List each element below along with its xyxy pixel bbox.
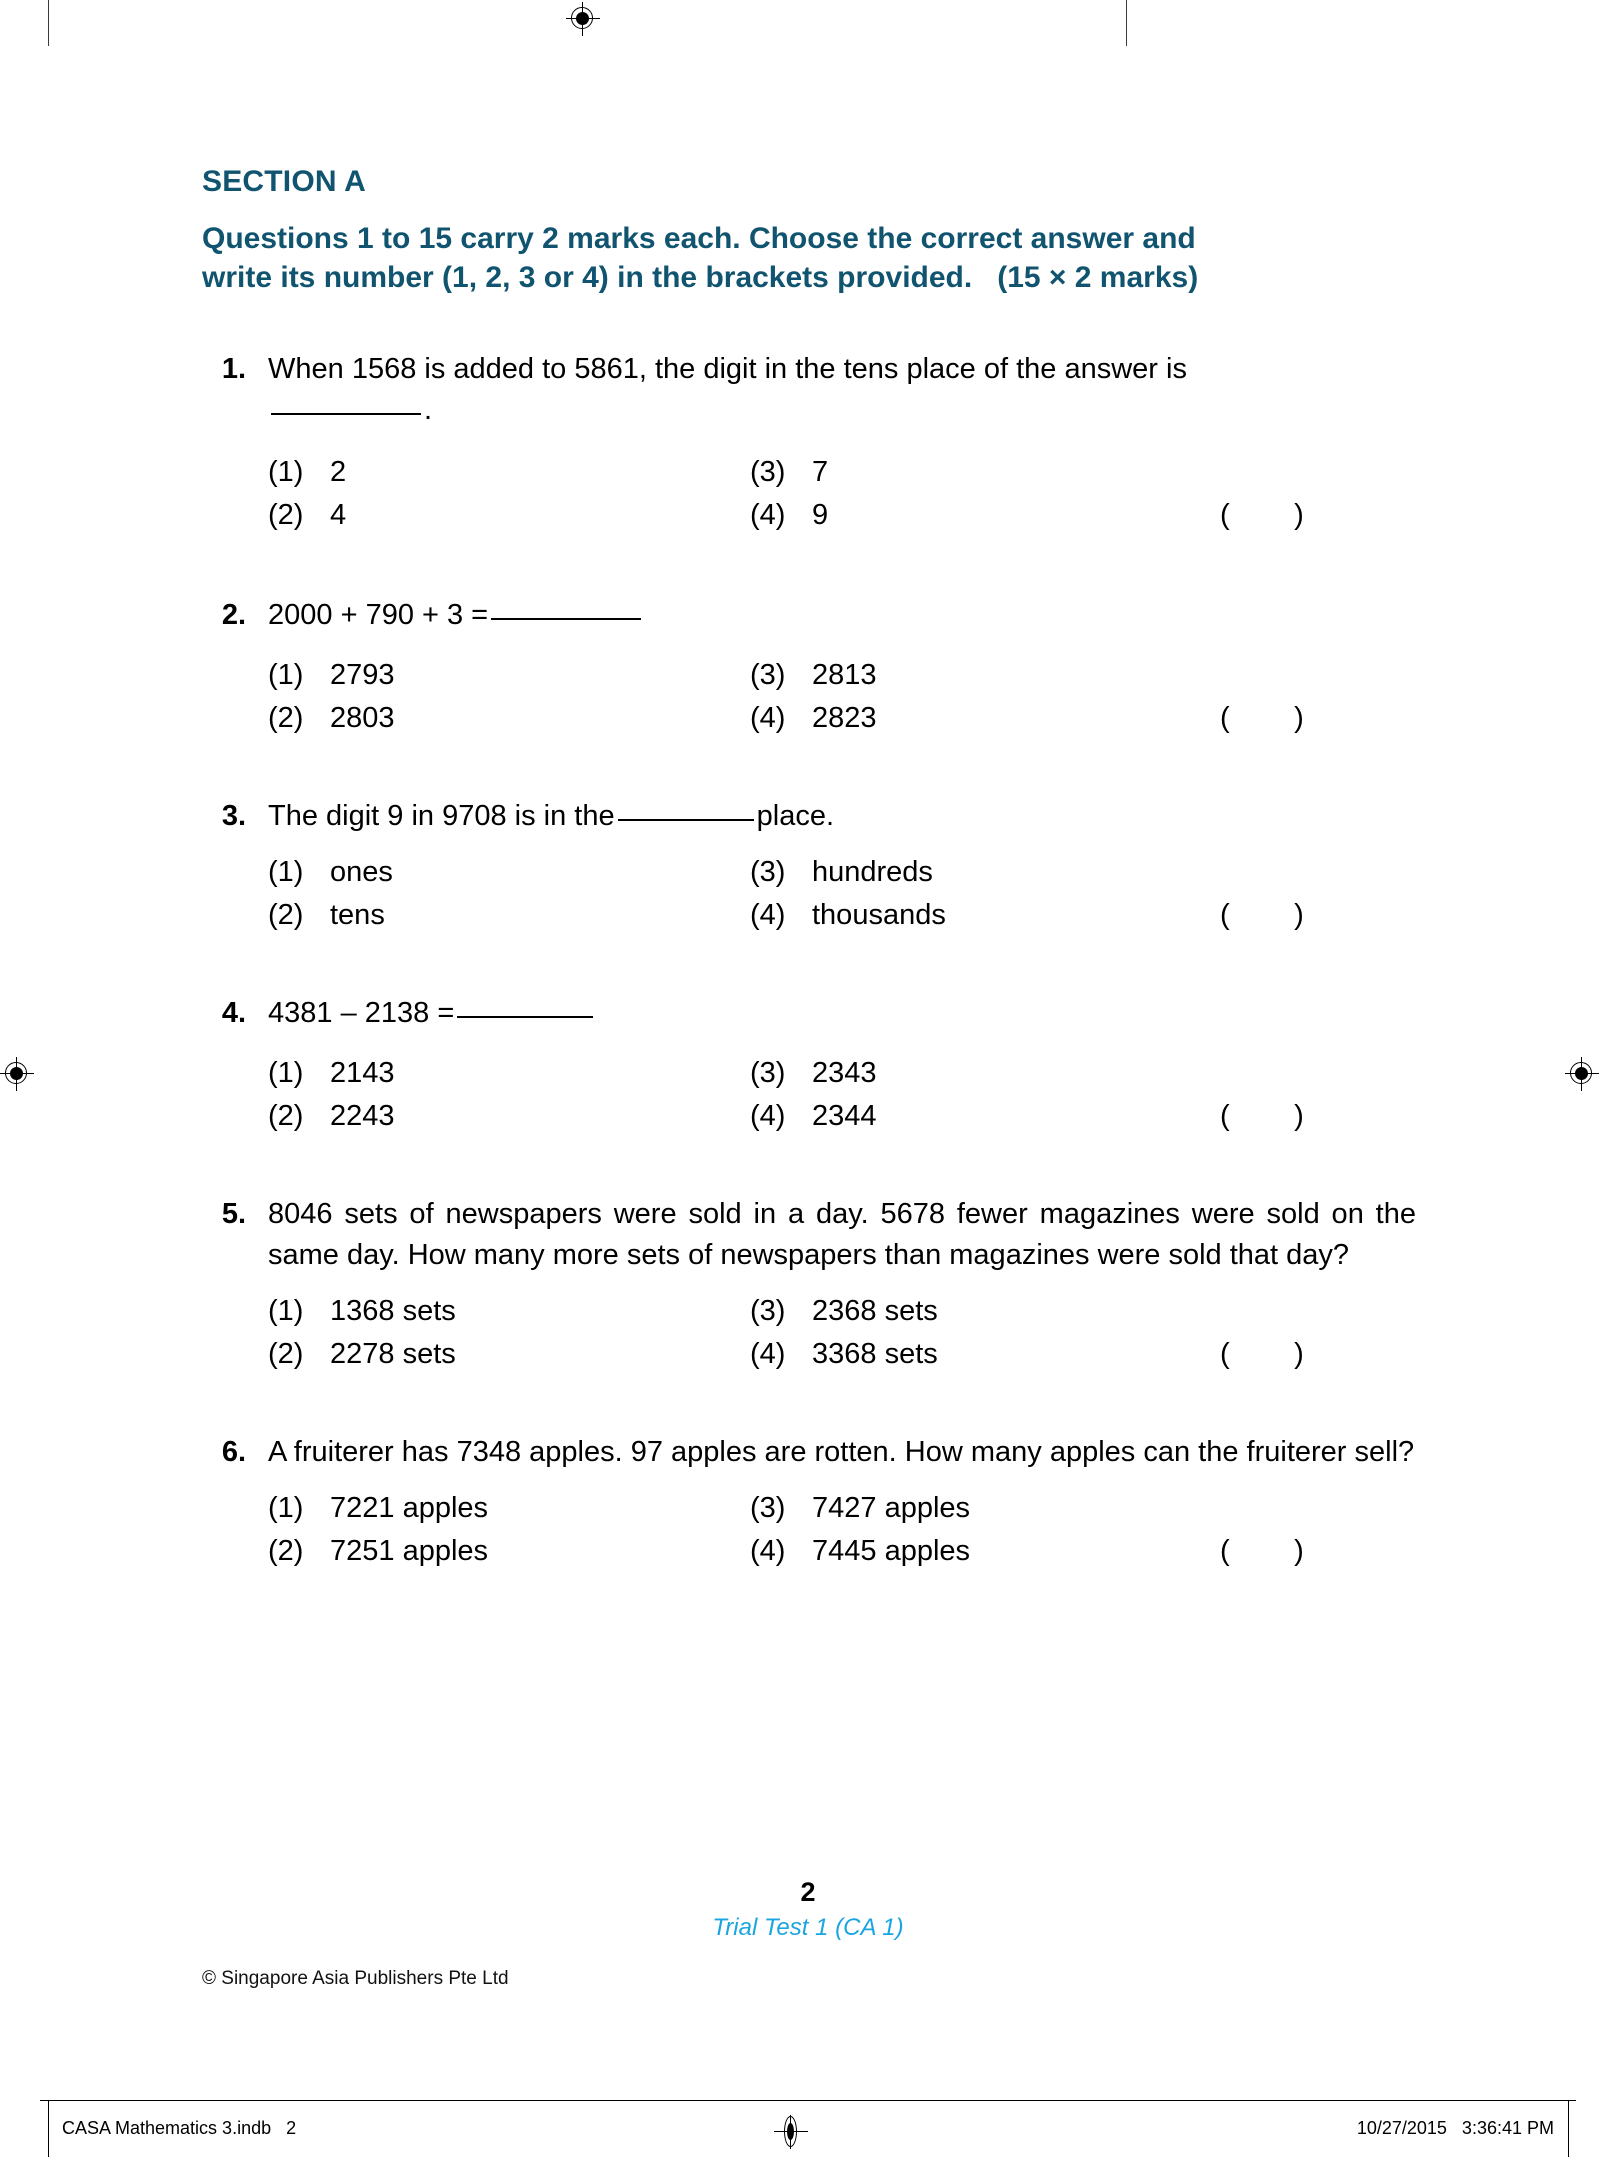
option-3-key: (3) — [750, 456, 786, 489]
option-3-key: (3) — [750, 1295, 786, 1328]
option-1[interactable] — [268, 654, 750, 697]
option-2[interactable] — [268, 1333, 750, 1376]
question-5 — [202, 1194, 1416, 1376]
option-row — [268, 654, 1416, 697]
option-3-value: 2343 — [812, 1057, 877, 1090]
option-1-value: 2793 — [330, 659, 395, 692]
question-1-stem-tail: . — [424, 394, 433, 427]
question-5-text: 8046 sets of newspapers were sold in a day. 5678 fewer magazines were sold on the same day. How many more sets of newspapers than magazines were sold that day? — [268, 1198, 1416, 1272]
crop-mark-top-right-vertical — [1126, 0, 1127, 46]
question-2-stem: 2000 + 790 + 3 = — [268, 599, 489, 632]
question-4-options — [268, 1052, 1416, 1138]
option-2-value: 7251 apples — [330, 1535, 489, 1568]
question-6-options — [268, 1487, 1416, 1573]
instructions-line-1: Questions 1 to 15 carry 2 marks each. Choose the correct answer and — [202, 222, 1196, 255]
registration-mark-left — [0, 1057, 34, 1091]
option-1-key: (1) — [268, 856, 304, 889]
option-2-key: (2) — [268, 499, 304, 532]
option-3-value: 7 — [812, 456, 829, 489]
slug-filename: CASA Mathematics 3.indb 2 — [62, 2118, 297, 2138]
option-2[interactable] — [268, 894, 750, 937]
option-2-key: (2) — [268, 702, 304, 735]
question-2-number: 2. — [221, 599, 246, 632]
answer-bracket[interactable]: ( ) — [1220, 1535, 1304, 1568]
question-4-text — [268, 993, 1416, 1034]
option-4-key: (4) — [750, 499, 786, 532]
option-4-key: (4) — [750, 899, 786, 932]
option-1[interactable] — [268, 451, 750, 494]
option-3[interactable] — [750, 451, 1210, 494]
option-4-value: 7445 apples — [812, 1535, 971, 1568]
question-1-stem: When 1568 is added to 5861, the digit in the tens place of the answer is — [268, 353, 1187, 385]
option-2-value: 2278 sets — [330, 1338, 456, 1371]
option-2-key: (2) — [268, 899, 304, 932]
option-3[interactable] — [750, 851, 1210, 894]
question-2-text — [268, 595, 1416, 636]
question-3-number: 3. — [221, 800, 246, 833]
option-2[interactable] — [268, 697, 750, 740]
question-5-options — [268, 1290, 1416, 1376]
option-4-value: 3368 sets — [812, 1338, 938, 1371]
instructions-line-2: write its number (1, 2, 3 or 4) in the brackets provided. — [202, 261, 973, 294]
option-2-key: (2) — [268, 1535, 304, 1568]
option-row — [268, 894, 1416, 937]
option-4-value: thousands — [812, 899, 946, 932]
section-title: SECTION A — [202, 165, 367, 198]
option-2[interactable] — [268, 1530, 750, 1573]
option-row — [268, 451, 1416, 494]
option-row — [268, 1333, 1416, 1376]
option-3-key: (3) — [750, 1492, 786, 1525]
option-4-value: 9 — [812, 499, 829, 532]
option-1-key: (1) — [268, 456, 304, 489]
question-1 — [202, 349, 1416, 537]
crop-mark-top-left-vertical — [48, 0, 49, 46]
question-1-answer-blank[interactable] — [271, 413, 421, 415]
option-1[interactable] — [268, 1290, 750, 1333]
question-4-stem: 4381 – 2138 = — [268, 997, 455, 1030]
option-row — [268, 1530, 1416, 1573]
option-4[interactable] — [750, 494, 1210, 537]
answer-bracket[interactable]: ( ) — [1220, 499, 1304, 532]
option-4[interactable] — [750, 697, 1210, 740]
question-3 — [202, 796, 1416, 937]
question-3-stem: The digit 9 in 9708 is in the — [268, 800, 615, 833]
option-1-value: 1368 sets — [330, 1295, 456, 1328]
option-2-key: (2) — [268, 1338, 304, 1371]
option-3-key: (3) — [750, 1057, 786, 1090]
answer-bracket[interactable]: ( ) — [1220, 1100, 1304, 1133]
option-4[interactable] — [750, 1095, 1210, 1138]
page-content — [202, 165, 1416, 1573]
slug-tick-right — [1568, 2101, 1569, 2157]
question-1-options — [268, 451, 1416, 537]
page-number: 2 — [800, 1877, 816, 1907]
option-row — [268, 1290, 1416, 1333]
option-1[interactable] — [268, 1052, 750, 1095]
slug-divider — [40, 2100, 1576, 2101]
option-3[interactable] — [750, 1487, 1210, 1530]
option-2-key: (2) — [268, 1100, 304, 1133]
option-2[interactable] — [268, 1095, 750, 1138]
option-1-key: (1) — [268, 659, 304, 692]
page-footer — [0, 1878, 1616, 1942]
option-row — [268, 494, 1416, 537]
option-1-value: 2 — [330, 456, 347, 489]
question-3-text — [268, 796, 1416, 837]
option-2-value: tens — [330, 899, 385, 932]
option-3[interactable] — [750, 1290, 1210, 1333]
option-3[interactable] — [750, 1052, 1210, 1095]
answer-bracket[interactable]: ( ) — [1220, 702, 1304, 735]
registration-mark-top — [566, 2, 600, 36]
option-4[interactable] — [750, 1333, 1210, 1376]
question-6-text: A fruiterer has 7348 apples. 97 apples are rotten. How many apples can the fruiterer sell? — [268, 1436, 1415, 1469]
registration-mark-bottom — [774, 2115, 808, 2149]
option-row — [268, 1052, 1416, 1095]
option-4[interactable] — [750, 1530, 1210, 1573]
question-2 — [202, 595, 1416, 740]
option-2-value: 2243 — [330, 1100, 395, 1133]
slug-timestamp: 10/27/2015 3:36:41 PM — [1356, 2118, 1554, 2138]
registration-mark-right — [1565, 1057, 1599, 1091]
option-3-key: (3) — [750, 659, 786, 692]
question-4-answer-blank[interactable] — [457, 1016, 593, 1018]
option-1-value: 7221 apples — [330, 1492, 489, 1525]
answer-bracket[interactable]: ( ) — [1220, 1338, 1304, 1371]
option-4-key: (4) — [750, 1338, 786, 1371]
option-4[interactable] — [750, 894, 1210, 937]
answer-bracket[interactable]: ( ) — [1220, 899, 1304, 932]
option-4-value: 2823 — [812, 702, 877, 735]
option-row — [268, 1487, 1416, 1530]
question-6-number: 6. — [221, 1436, 246, 1469]
option-1[interactable] — [268, 851, 750, 894]
slug-tick-left — [48, 2101, 49, 2157]
option-3-value: 7427 apples — [812, 1492, 971, 1525]
option-3-value: 2368 sets — [812, 1295, 938, 1328]
question-3-options — [268, 851, 1416, 937]
option-1[interactable] — [268, 1487, 750, 1530]
section-instructions — [202, 219, 1410, 297]
option-3-key: (3) — [750, 856, 786, 889]
option-1-key: (1) — [268, 1057, 304, 1090]
test-label: Trial Test 1 (CA 1) — [712, 1913, 904, 1941]
option-3[interactable] — [750, 654, 1210, 697]
option-row — [268, 697, 1416, 740]
option-1-value: 2143 — [330, 1057, 395, 1090]
question-2-answer-blank[interactable] — [491, 618, 641, 620]
option-2-value: 4 — [330, 499, 347, 532]
question-4-number: 4. — [221, 997, 246, 1030]
question-3-stem-tail: place. — [756, 800, 835, 833]
question-5-number: 5. — [221, 1198, 246, 1231]
option-3-value: hundreds — [812, 856, 933, 889]
option-2-value: 2803 — [330, 702, 395, 735]
question-1-text — [268, 349, 1416, 431]
option-1-value: ones — [330, 856, 393, 889]
question-6 — [202, 1432, 1416, 1573]
option-1-key: (1) — [268, 1492, 304, 1525]
option-3-value: 2813 — [812, 659, 877, 692]
option-4-key: (4) — [750, 1535, 786, 1568]
option-4-value: 2344 — [812, 1100, 877, 1133]
question-1-number: 1. — [221, 353, 246, 385]
option-4-key: (4) — [750, 702, 786, 735]
option-row — [268, 851, 1416, 894]
marks-note: (15 × 2 marks) — [997, 261, 1199, 294]
question-2-options — [268, 654, 1416, 740]
question-4 — [202, 993, 1416, 1138]
option-1-key: (1) — [268, 1295, 304, 1328]
copyright-notice: © Singapore Asia Publishers Pte Ltd — [202, 1968, 509, 1989]
option-row — [268, 1095, 1416, 1138]
option-4-key: (4) — [750, 1100, 786, 1133]
question-3-answer-blank[interactable] — [618, 819, 754, 821]
option-2[interactable] — [268, 494, 750, 537]
